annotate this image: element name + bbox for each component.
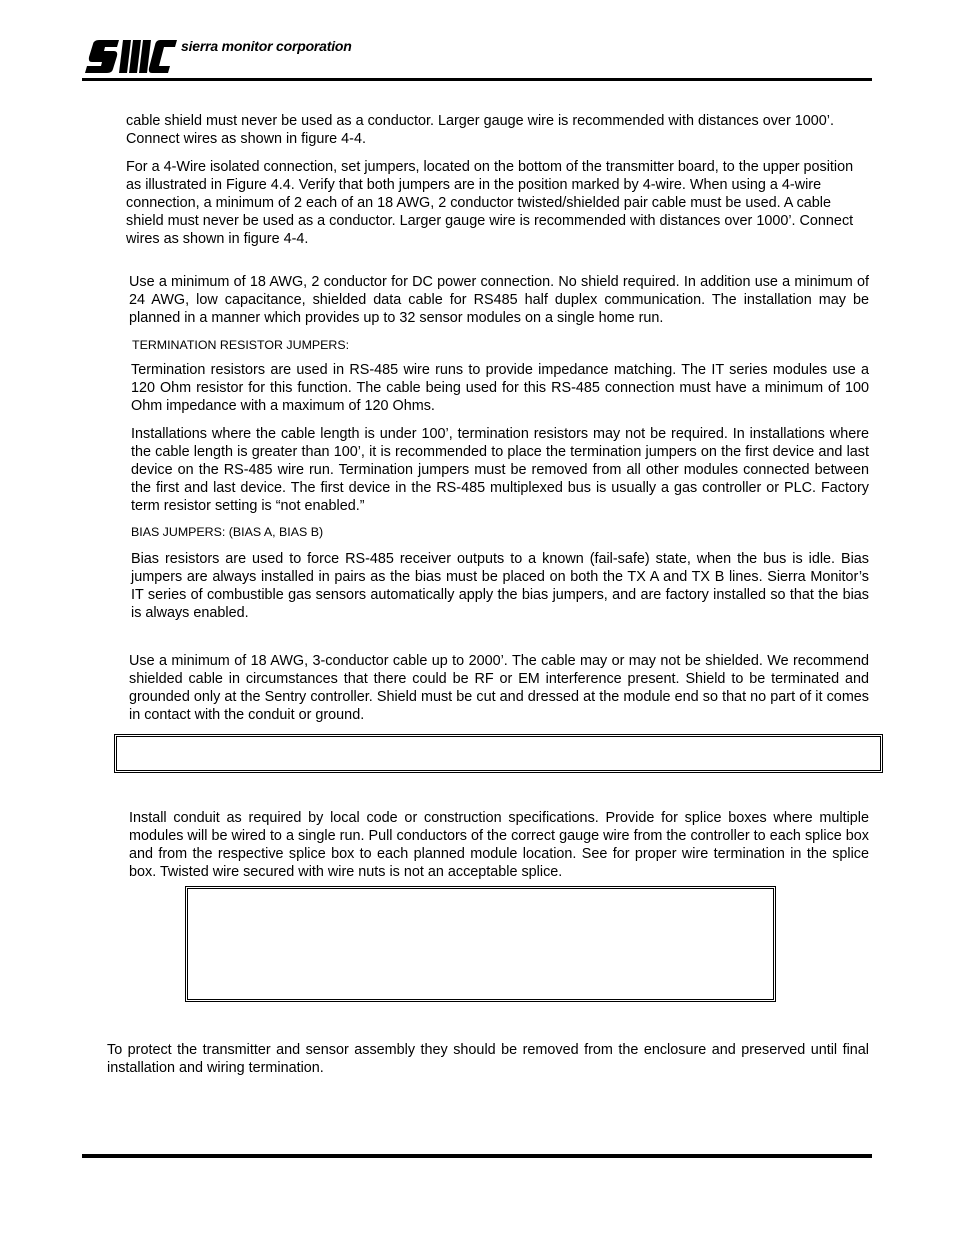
paragraph-protect-transmitter: To protect the transmitter and sensor assembly they should be removed from the enclosure and preserved until final installation and wiring termination. [107, 1042, 869, 1076]
heading-termination-jumpers: TERMINATION RESISTOR JUMPERS: [132, 338, 350, 352]
paragraph-conduit: Install conduit as required by local code or construction specifications. Provide for splice boxes where multiple modules will be wired to a single run. Pull conductors of the correct gauge wire from the controller to each splice box and from the respective splice box to each planned module location. See for proper wire termination in the splice box. Twisted wire secured with wire nuts is not an acceptable splice. [129, 810, 869, 880]
smc-logo-mark [85, 38, 177, 75]
paragraph-3-conductor: Use a minimum of 18 AWG, 3-conductor cable up to 2000’. The cable may or may not be shielded. We recommend shielded cable in circumstances that there could be RF or EM interference present. Shield to be terminated and grounded only at the Sentry controller. Shield must be cut and dressed at the module end so that no part of it comes in contact with the conduit or ground. [129, 653, 869, 723]
company-name: sierra monitor corporation [181, 38, 352, 54]
empty-warning-box [185, 886, 776, 1002]
heading-bias-jumpers: BIAS JUMPERS: (BIAS A, BIAS B) [131, 525, 324, 539]
company-logo [85, 38, 385, 78]
paragraph-termination-resistors: Termination resistors are used in RS-485 wire runs to provide impedance matching. The IT series modules use a 120 Ohm resistor for this function. The cable being used for this RS-485 connection must have a minimum of 100 Ohm impedance with a maximum of 120 Ohms. [131, 362, 869, 414]
empty-note-box [114, 734, 883, 773]
paragraph-bias-resistors: Bias resistors are used to force RS-485 receiver outputs to a known (fail-safe) state, when the bus is idle. Bias jumpers are always installed in pairs as the bias must be placed on both the TX A and TX B lines. Sierra Monitor’s IT series of combustible gas sensors automatically apply the bias jumpers, and are factory installed so that the bias is always enabled. [131, 551, 869, 621]
paragraph-dc-power: Use a minimum of 18 AWG, 2 conductor for DC power connection. No shield required. In addition use a minimum of 24 AWG, low capacitance, shielded data cable for RS485 half duplex communication. The installation may be planned in a manner which provides up to 32 sensor modules on a single home run. [129, 274, 869, 326]
footer-rule [82, 1154, 872, 1158]
header-rule [82, 78, 872, 81]
paragraph-termination-installations: Installations where the cable length is under 100’, termination resistors may not be required. In installations where the cable length is greater than 100’, it is recommended to place the termination jumpers on the first device and last device on the RS-485 wire run. Termination jumpers must be removed from all other modules connected between the first and last device. The first device in the RS-485 multiplexed bus is usually a gas controller or PLC. Factory term resistor setting is “not enabled.” [131, 426, 869, 514]
paragraph-4-wire: For a 4-Wire isolated connection, set jumpers, located on the bottom of the transmitter board, to the upper position as illustrated in Figure 4.4. Verify that both jumpers are in the position marked by 4-wire. When using a 4-wire connection, a minimum of 2 each of an 18 AWG, 2 conductor twisted/shielded pair cable must be used. A cable shield must never be used as a conductor. Larger gauge wire is recommended with distances over 1000’. Connect wires as shown in figure 4-4. [126, 159, 854, 247]
paragraph-cable-shield: cable shield must never be used as a conductor. Larger gauge wire is recommended with distances over 1000’. Connect wires as shown in figure 4-4. [126, 113, 834, 147]
